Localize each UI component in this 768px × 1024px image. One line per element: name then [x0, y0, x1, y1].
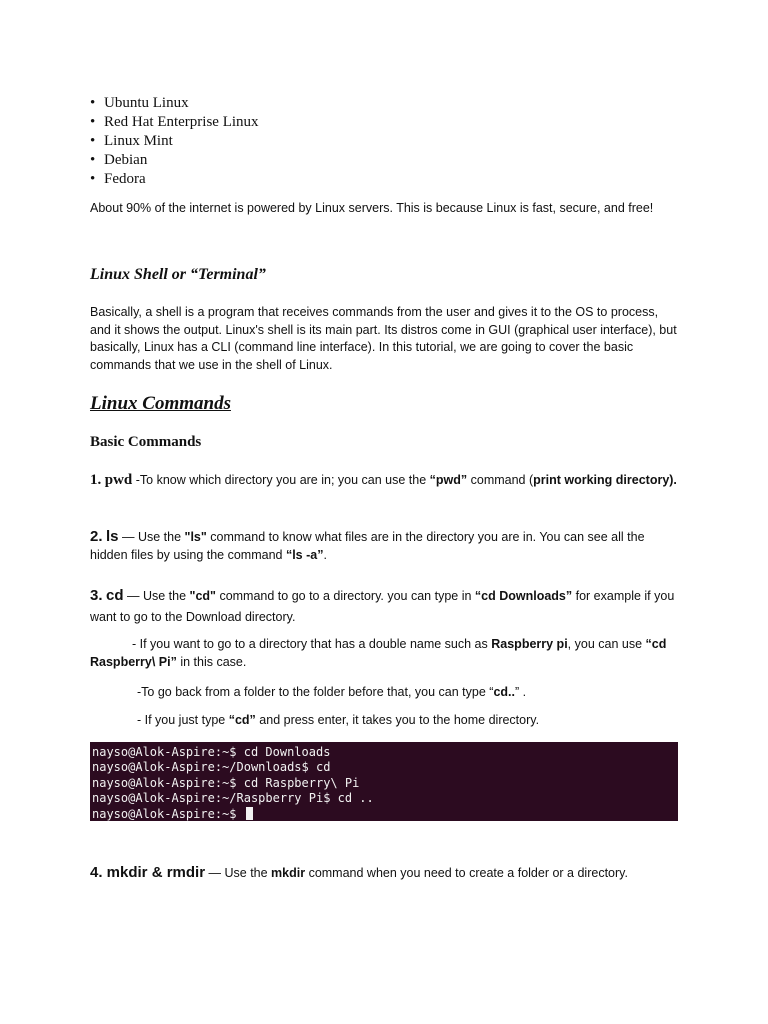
cd-note-bold: cd.. — [493, 685, 515, 699]
terminal-line: nayso@Alok-Aspire:~$ cd Raspberry\ Pi — [92, 775, 360, 790]
cd-command-name: cd — [106, 587, 124, 604]
mkdir-text-2: command when you need to create a folder or a directory. — [305, 866, 628, 880]
terminal-prompt: nayso@Alok-Aspire:~$ — [92, 806, 244, 821]
cd-note-text: - If you want to go to a directory that has a double name such as — [132, 637, 492, 651]
cd-quoted-2: “cd Downloads” — [474, 589, 573, 603]
cd-note-text: -To go back from a folder to the folder before that, you can type “ — [137, 685, 494, 699]
terminal-line: nayso@Alok-Aspire:~$ cd Downloads — [92, 745, 331, 759]
cd-note-home — [137, 712, 677, 730]
mkdir-bold: mkdir — [271, 866, 306, 880]
cd-paragraph — [90, 585, 682, 628]
pwd-text-2: command ( — [467, 473, 534, 487]
distro-list — [90, 94, 259, 189]
cd-quoted: "cd" — [189, 589, 216, 603]
cd-text-3: for example if you want to go to the Download directory. — [90, 589, 675, 624]
pwd-number: 1. — [90, 472, 102, 488]
internet-note: About 90% of the internet is powered by Linux servers. This is because Linux is fast, secure, and free! — [90, 201, 654, 215]
distro-item: • Linux Mint — [90, 132, 259, 151]
cd-number: 3. — [90, 587, 103, 604]
shell-heading: Linux Shell or “Terminal” — [90, 266, 266, 283]
cd-note-double-name — [90, 636, 682, 671]
terminal-cursor — [246, 807, 253, 820]
distro-item: • Ubuntu Linux — [90, 94, 259, 113]
mkdir-command-name: 4. mkdir & rmdir — [90, 864, 206, 881]
distro-item: • Debian — [90, 151, 259, 170]
ls-number: 2. — [90, 528, 103, 545]
shell-paragraph: Basically, a shell is a program that receives commands from the user and gives it to the OS to process, and it shows the output. Linux's shell is its main part. Its distros come in GUI (graphical user interface), but basically, Linux has a CLI (command line interface). In this tutorial, we are going to cover the basic commands that we use in the shell of Linux. — [90, 305, 677, 372]
pwd-text: -To know which directory you are in; you can use the — [132, 473, 430, 487]
distro-item: • Fedora — [90, 170, 259, 189]
pwd-bold-tail: print working directory). — [533, 473, 677, 487]
cd-note-text: , you can use — [567, 637, 646, 651]
ls-text-3: . — [323, 547, 327, 562]
pwd-command-name: pwd — [104, 472, 133, 488]
cd-note-text: in this case. — [176, 654, 247, 669]
cd-text: — Use the — [123, 589, 190, 603]
pwd-paragraph — [90, 472, 682, 490]
terminal-screenshot — [90, 742, 678, 821]
terminal-line: nayso@Alok-Aspire:~/Downloads$ cd — [92, 760, 331, 775]
ls-quoted: "ls" — [184, 530, 207, 544]
ls-paragraph — [90, 528, 682, 564]
cd-note-bold: Raspberry pi — [491, 637, 568, 651]
cd-note-text: ” . — [515, 685, 527, 699]
pwd-quoted: “pwd” — [429, 473, 468, 487]
cd-note-go-back — [137, 684, 677, 702]
commands-heading: Linux Commands — [90, 393, 231, 414]
ls-quoted-2: “ls -a” — [285, 547, 324, 562]
cd-note-bold: “cd Raspberry\ Pi” — [90, 637, 667, 669]
cd-note-text: and press enter, it takes you to the home directory. — [255, 713, 540, 727]
terminal-prompt-line — [92, 807, 678, 822]
mkdir-text: — Use the — [205, 866, 272, 880]
ls-text: — Use the — [118, 530, 185, 544]
distro-item: • Red Hat Enterprise Linux — [90, 113, 259, 132]
cd-note-text: - If you just type — [137, 713, 229, 727]
ls-command-name: ls — [106, 528, 119, 545]
terminal-line: nayso@Alok-Aspire:~/Raspberry Pi$ cd .. — [92, 791, 374, 806]
ls-text-2: command to know what files are in the directory you are in. You can see all the hidden files by using the command — [90, 530, 645, 562]
cd-note-bold: “cd” — [228, 713, 256, 727]
mkdir-paragraph — [90, 864, 682, 883]
basic-commands-heading: Basic Commands — [90, 434, 202, 450]
cd-text-2: command to go to a directory. you can type in — [215, 589, 475, 603]
